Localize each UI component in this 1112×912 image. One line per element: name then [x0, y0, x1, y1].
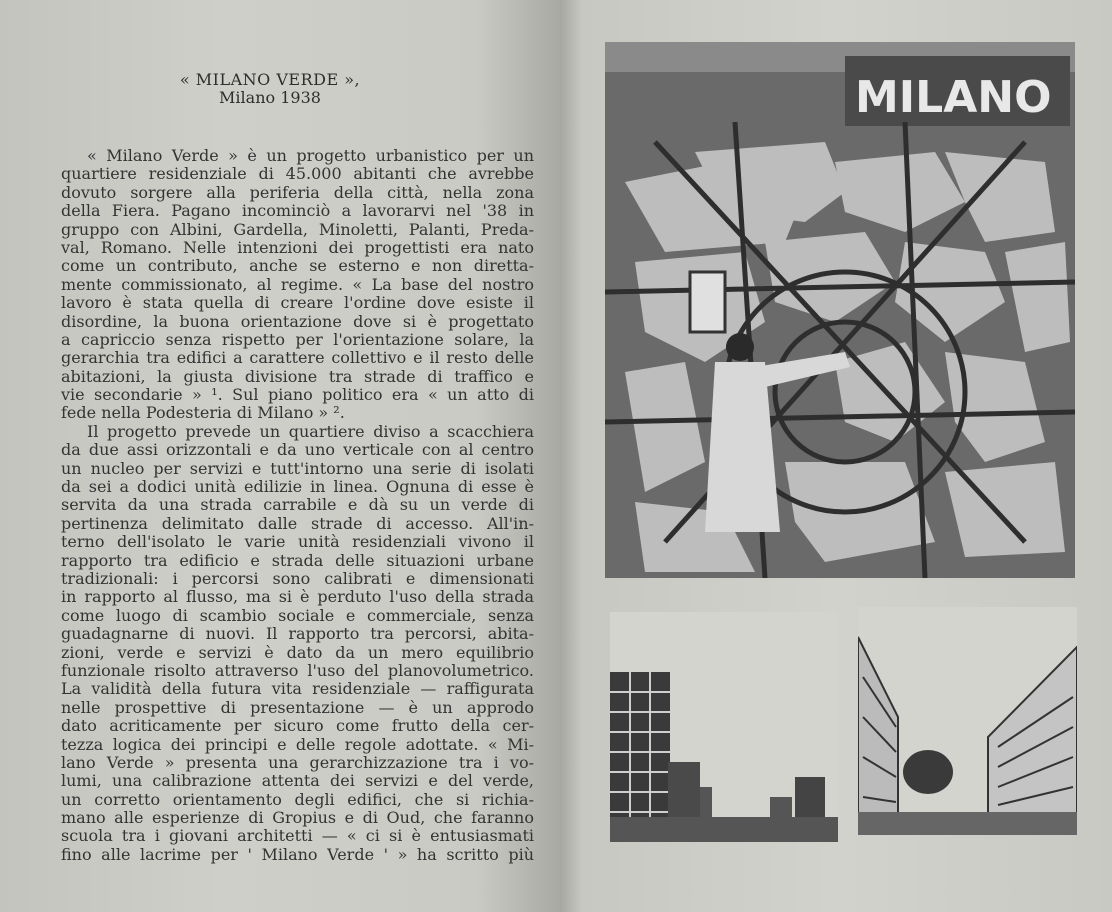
text-line: in rapporto al flusso, ma si è perduto l'uso della strada [61, 588, 534, 607]
text-line: tradizionali: i percorsi sono calibrati e dimensionati [61, 569, 534, 588]
text-line: funzionale risolto attraverso l'uso del planovolumetrico. [61, 661, 534, 680]
text-line: dato acriticamente per sicuro come frutto della cer- [61, 717, 534, 736]
text-line: terno dell'isolato le varie unità residenziali vivono il [61, 533, 534, 552]
text-line: tezza logica dei principi e delle regole adottate. « Mi- [61, 735, 534, 754]
photo-city-plan-model [605, 42, 1075, 578]
text-line: Il progetto prevede un quartiere diviso a scacchiera [87, 422, 534, 441]
text-line: rapporto tra edificio e strada delle situazioni urbane [61, 551, 534, 570]
text-line: gerarchia tra edifici a carattere collettivo e il resto delle [61, 349, 534, 368]
text-line: guadagnarne di nuovi. Il rapporto tra percorsi, abita- [61, 625, 534, 644]
paragraph [61, 147, 534, 423]
chapter-title: « MILANO VERDE », [179, 70, 361, 89]
text-line: quartiere residenziale di 45.000 abitanti che avrebbe [61, 165, 534, 184]
photo-street-perspective-right [858, 607, 1077, 835]
text-line: un nucleo per servizi e tutt'intorno una serie di isolati [61, 459, 534, 478]
text-line: da sei a dodici unità edilizie in linea. Ognuna di esse è [61, 478, 534, 497]
text-line: La validità della futura vita residenziale — raffigurata [61, 680, 534, 699]
text-line: un corretto orientamento degli edifici, che si richia- [61, 790, 534, 809]
text-line: « Milano Verde » è un progetto urbanistico per un [87, 147, 534, 165]
text-line: lano Verde » presenta una gerarchizzazione tra i vo- [61, 753, 534, 772]
milano-sign: MILANO [855, 72, 1052, 123]
text-line: val, Romano. Nelle intenzioni dei progettisti era nato [61, 238, 534, 257]
text-line: servita da una strada carrabile e dà su un verde di [61, 496, 534, 515]
text-line: nelle prospettive di presentazione — è un approdo [61, 698, 534, 717]
text-line: fede nella Podesteria di Milano » ². [61, 404, 345, 423]
chapter-subtitle: Milano 1938 [219, 88, 321, 107]
text-line: della Fiera. Pagano incominciò a lavorarvi nel '38 in [61, 202, 534, 221]
text-line: disordine, la buona orientazione dove si è progettato [61, 312, 534, 331]
text-line: scuola tra i giovani architetti — « ci si è entusiasmati [61, 827, 534, 846]
text-line: pertinenza delimitato dalle strade di accesso. All'in- [61, 514, 534, 533]
text-line: abitazioni, la giusta divisione tra strade di traffico e [61, 367, 534, 386]
body-text [61, 147, 534, 864]
text-line: a capriccio senza rispetto per l'orientazione solare, la [61, 330, 534, 349]
paragraph [61, 423, 534, 864]
text-line: fino alle lacrime per ' Milano Verde ' » ha scritto più [61, 845, 534, 864]
text-line: lumi, una calibrazione attenta dei servizi e del verde, [61, 772, 534, 791]
text-line: zioni, verde e servizi è dato da un mero equilibrio [61, 643, 534, 662]
text-line: gruppo con Albini, Gardella, Minoletti, Palanti, Preda- [61, 220, 534, 239]
text-line: come luogo di scambio sociale e commerciale, senza [61, 606, 534, 625]
photo-street-perspective-left [610, 612, 838, 842]
text-line: vie secondarie » ¹. Sul piano politico era « un atto di [61, 386, 534, 405]
text-line: come un contributo, anche se esterno e non diretta- [61, 257, 534, 276]
text-line: dovuto sorgere alla periferia della città, nella zona [61, 183, 534, 202]
text-line: da due assi orizzontali e da uno verticale con al centro [61, 441, 534, 460]
text-line: mente commissionato, al regime. « La base del nostro [61, 275, 534, 294]
text-line: mano alle esperienze di Gropius e di Oud, che faranno [61, 809, 534, 828]
text-line: lavoro è stata quella di creare l'ordine dove esiste il [61, 294, 534, 313]
